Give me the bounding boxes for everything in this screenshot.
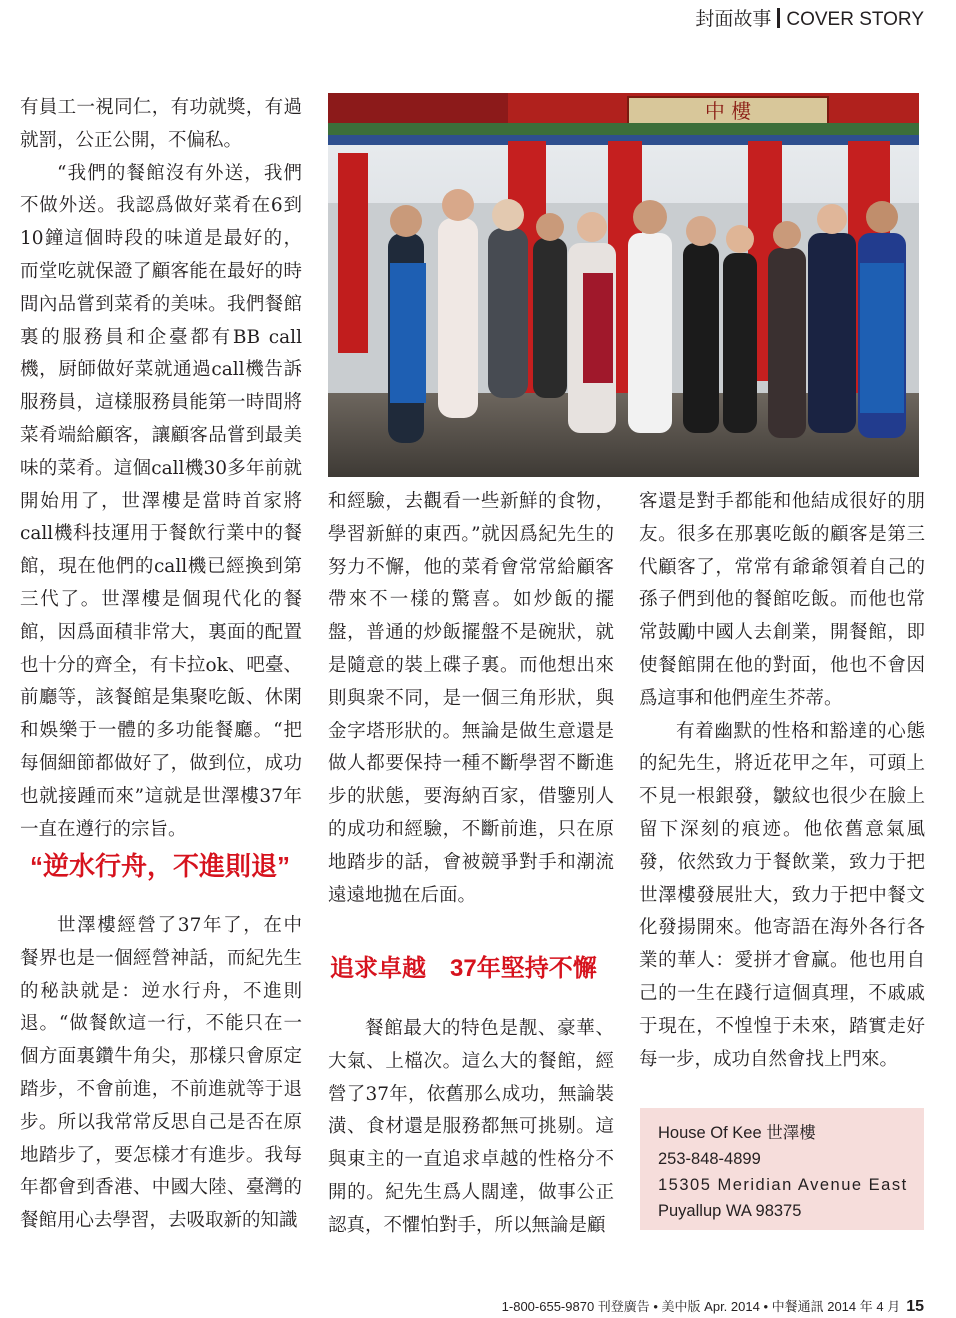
paragraph: 和經驗，去觀看一些新鮮的食物，學習新鮮的東西。”就因爲紀先生的努力不懈，他的菜肴會常常給顧客帶來不一樣的驚喜。如炒飯的擺盤，普通的炒飯擺盤不是碗狀，就是隨意的裝上碟子裏。而他想出來則與衆不同，是一個三角形狀，與金字塔形狀的。無論是做生意還是做人都要保持一種不斷學習不斷進步的狀態，要海納百家，借鑒別人的成功和經驗，不斷前進，只在原地踏步的話，會被競爭對手和潮流遠遠地拋在后面。 bbox=[328, 491, 614, 906]
subheading-2-part1: 追求卓越 bbox=[330, 955, 426, 982]
subheading-1: “逆水行舟，不進則退” bbox=[30, 851, 291, 881]
restaurant-street: 15305 Meridian Avenue East bbox=[658, 1176, 908, 1194]
paragraph: “我們的餐館沒有外送，我們不做外送。我認爲做好菜肴在6到10鐘這個時段的味道是最好的，而堂吃就保證了顧客能在最好的時間內品嘗到菜肴的美味。我們餐館裏的服務員和企臺都有BB call機，厨師做好菜就通過call機告訴服務員，這樣服務員能第一時間將菜肴端給顧客，讓顧客品嘗到最美味的菜肴。這個call機30多年前就開始用了，世澤樓是當時首家將call機科技運用于餐飲行業中的餐館，現在他們的call機已經換到第三代了。世澤樓是個現代化的餐館，因爲面積非常大，裏面的配置也十分的齊全，有卡拉ok、吧臺、前廳等，該餐館是集聚吃飯、休閑和娛樂于一體的多功能餐廳。“把每個細節都做好了，做到位，成功也就接踵而來”這就是世澤樓37年一直在遵行的宗旨。 bbox=[20, 162, 302, 840]
subheading-2-part2: 37年堅持不懈 bbox=[450, 955, 597, 982]
column-1-top bbox=[20, 92, 302, 846]
section-divider bbox=[777, 8, 780, 28]
column-2-top bbox=[328, 486, 614, 912]
page-number: 15 bbox=[906, 1298, 924, 1315]
section-tag bbox=[695, 4, 924, 31]
paragraph: 客還是對手都能和他結成很好的朋友。很多在那裏吃飯的顧客是第三代顧客了，常常有爺爺領着自己的孫子們到他的餐館吃飯。而他也常常鼓勵中國人去創業，開餐館，即使餐館開在他的對面，他也不會因爲這事和他們産生芥蒂。 bbox=[639, 491, 925, 709]
paragraph: 世澤樓經營了37年了，在中餐界也是一個經營神話，而紀先生的秘訣就是：逆水行舟，不進則退。“做餐飲這一行，不能只在一個方面裏鑽牛角尖，那樣只會原定踏步，不會前進，不前進就等于退步。所以我常常反思自己是否在原地踏步了，要怎樣才有進步。我每年都會到香港、中國大陸、臺灣的餐館用心去學習，去吸取新的知識 bbox=[20, 915, 302, 1232]
paragraph: 有員工一視同仁，有功就獎，有過就罰，公正公開，不偏私。 bbox=[20, 97, 302, 151]
column-2-bottom bbox=[328, 1013, 614, 1243]
page-footer bbox=[502, 1296, 924, 1316]
restaurant-sign: 中 樓 bbox=[704, 99, 752, 123]
restaurant-info-box bbox=[640, 1108, 924, 1230]
paragraph: 餐館最大的特色是靓、豪華、大氣、上檔次。這么大的餐館，經營了37年，依舊那么成功，無論裝潢、食材還是服務都無可挑剔。這與東主的一直追求卓越的性格分不開的。紀先生爲人闊達，做事公正認真，不懼怕對手，所以無論是顧 bbox=[328, 1018, 614, 1236]
subheading-2 bbox=[330, 948, 597, 983]
column-3 bbox=[639, 486, 925, 1076]
restaurant-city: Puyallup WA 98375 bbox=[658, 1202, 802, 1220]
section-label-cn: 封面故事 bbox=[695, 9, 772, 30]
column-1-bottom bbox=[20, 910, 302, 1238]
section-label-en: COVER STORY bbox=[786, 9, 924, 30]
paragraph: 有着幽默的性格和豁達的心態的紀先生，將近花甲之年，可頭上不見一根銀發，皺紋也很少在臉上留下深刻的痕迹。他依舊意氣風發，依然致力于餐飲業，致力于把世澤樓發展壯大，致力于把中餐文化發揚開來。他寄語在海外各行各業的華人：愛拼才會赢。他也用自己的一生在踐行這個真理，不戚戚于現在，不惶惶于未來，踏實走好每一步，成功自然會找上門來。 bbox=[639, 720, 925, 1070]
footer-text: 1-800-655-9870 刊登廣告 • 美中版 Apr. 2014 • 中餐通訊 2014 年 4 月 bbox=[501, 1299, 901, 1314]
staff-group-photo bbox=[328, 93, 919, 477]
restaurant-name: House Of Kee 世澤樓 bbox=[658, 1124, 816, 1142]
staff-photo-illustration bbox=[328, 93, 919, 477]
restaurant-phone: 253-848-4899 bbox=[658, 1150, 761, 1168]
